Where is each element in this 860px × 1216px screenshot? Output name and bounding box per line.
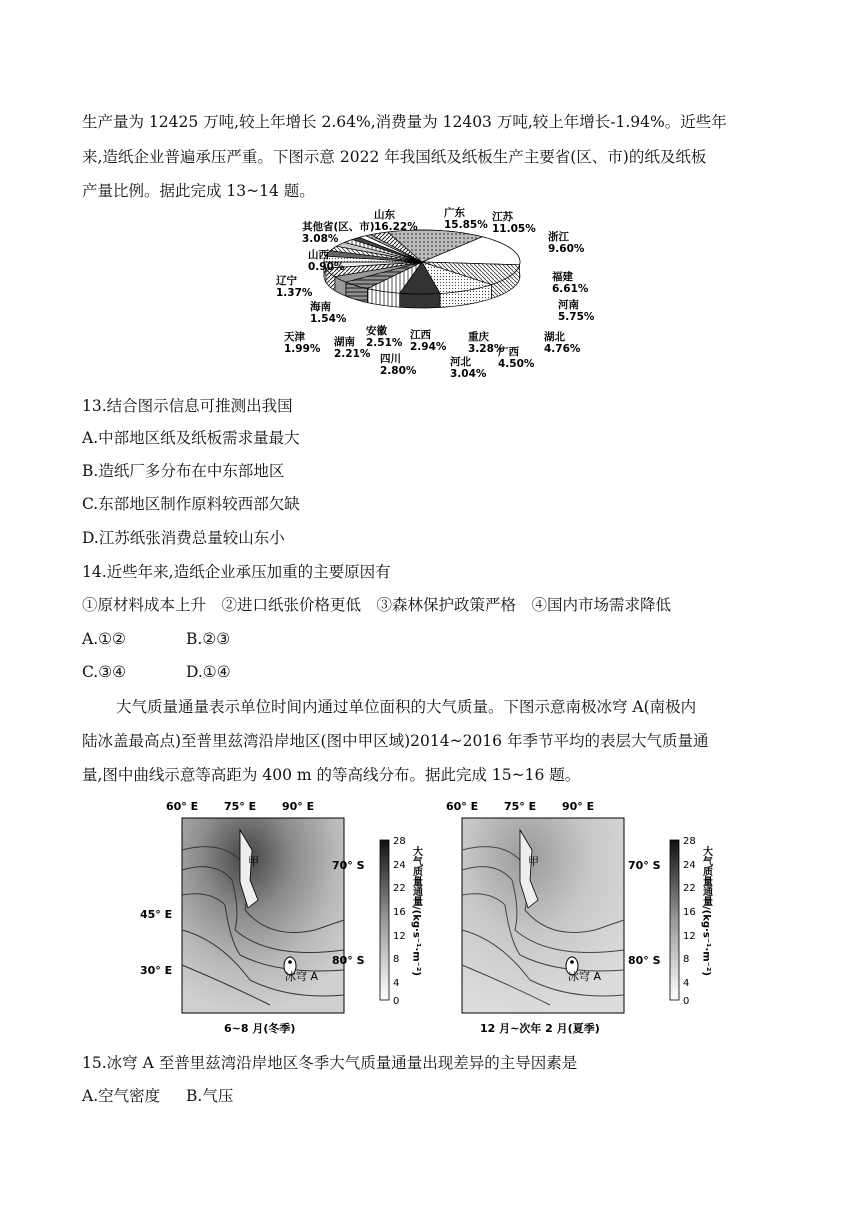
pie-label-其他省(区、市): 其他省(区、市)	[302, 221, 375, 233]
winter-map	[140, 800, 365, 1035]
summer-dome-label: 冰穹 A	[568, 970, 602, 983]
summer-lat-70: 70° S	[628, 859, 661, 872]
pie-value-河南: 5.75%	[558, 311, 595, 323]
winter-top-90: 90° E	[282, 800, 315, 813]
pie-label-广东: 广东	[444, 207, 465, 219]
pie-value-其他省(区、市): 3.08%	[302, 233, 339, 245]
q14-option-b[interactable]: B.②③	[186, 630, 231, 648]
svg-text:4: 4	[393, 978, 400, 989]
svg-text:28: 28	[683, 836, 696, 847]
winter-top-75: 75° E	[224, 800, 257, 813]
q13-option-b[interactable]: B.造纸厂多分布在中东部地区	[82, 462, 285, 480]
pie-value-河北: 3.04%	[450, 368, 487, 380]
svg-text:8: 8	[683, 954, 690, 965]
svg-text:4: 4	[683, 978, 690, 989]
pie-label-广西: 广西	[498, 346, 519, 358]
q14-option-a[interactable]: A.①②	[82, 630, 126, 648]
pie-value-海南: 1.54%	[310, 313, 347, 325]
pie-value-山西: 0.90%	[308, 261, 345, 273]
pie-value-山东: 16.22%	[374, 221, 418, 233]
svg-text:12: 12	[683, 931, 696, 942]
q14-option-d[interactable]: D.①④	[186, 663, 231, 681]
intro2-line-1: 大气质量通量表示单位时间内通过单位面积的大气质量。下图示意南极冰穹 A(南极内	[116, 698, 697, 716]
pie-value-广西: 4.50%	[498, 358, 535, 370]
q13-option-d[interactable]: D.江苏纸张消费总量较山东小	[82, 529, 285, 547]
svg-text:22: 22	[393, 883, 406, 894]
pie-chart	[262, 200, 602, 395]
pie-label-河南: 河南	[558, 299, 579, 311]
svg-text:0: 0	[683, 996, 690, 1007]
winter-lat-70: 70° S	[332, 859, 365, 872]
svg-text:16: 16	[683, 907, 696, 918]
winter-lon-30: 30° E	[140, 964, 173, 977]
pie-value-福建: 6.61%	[552, 283, 589, 295]
winter-colorbar-title: 大气质量通量/(kg·s⁻¹·m⁻²)	[410, 846, 422, 976]
q13-stem: 13.结合图示信息可推测出我国	[82, 397, 293, 415]
pie-label-山西: 山西	[308, 249, 329, 261]
winter-top-60: 60° E	[166, 800, 199, 813]
winter-caption: 6~8 月(冬季)	[224, 1022, 296, 1035]
intro2-line-3: 量,图中曲线示意等高距为 400 m 的等高线分布。据此完成 15~16 题。	[82, 766, 581, 784]
pie-label-湖北: 湖北	[544, 331, 565, 343]
svg-text:16: 16	[393, 907, 406, 918]
q14-statements: ①原材料成本上升 ②进口纸张价格更低 ③森林保护政策严格 ④国内市场需求降低	[82, 596, 672, 614]
summer-caption: 12 月~次年 2 月(夏季)	[480, 1022, 600, 1035]
summer-top-90: 90° E	[562, 800, 595, 813]
pie-label-天津: 天津	[284, 331, 305, 343]
pie-value-浙江: 9.60%	[548, 243, 585, 255]
intro2-line-2: 陆冰盖最高点)至普里兹湾沿岸地区(图中甲区域)2014~2016 年季节平均的表层大气质量通	[82, 732, 709, 750]
svg-text:22: 22	[683, 883, 696, 894]
svg-text:12: 12	[393, 931, 406, 942]
pie-label-山东: 山东	[374, 209, 395, 221]
pie-label-浙江: 浙江	[548, 231, 569, 243]
intro-line-3: 产量比例。据此完成 13~14 题。	[82, 182, 315, 200]
pie-label-重庆: 重庆	[468, 331, 489, 343]
pie-label-湖南: 湖南	[334, 336, 355, 348]
winter-lon-45: 45° E	[140, 908, 173, 921]
q15-option-b[interactable]: B.气压	[186, 1087, 234, 1105]
pie-value-天津: 1.99%	[284, 343, 321, 355]
pie-label-安徽: 安徽	[366, 325, 387, 337]
summer-top-75: 75° E	[504, 800, 537, 813]
pie-value-江苏: 11.05%	[492, 223, 536, 235]
winter-lat-80: 80° S	[332, 954, 365, 967]
pie-slices	[324, 230, 520, 308]
pie-label-江苏: 江苏	[492, 211, 513, 223]
pie-label-四川: 四川	[380, 353, 401, 365]
pie-value-湖北: 4.76%	[544, 343, 581, 355]
q14-stem: 14.近些年来,造纸企业承压加重的主要原因有	[82, 563, 391, 581]
summer-top-60: 60° E	[446, 800, 479, 813]
pie-side-福建	[400, 293, 440, 308]
winter-colorbar	[380, 836, 423, 1007]
pie-value-重庆: 3.28%	[468, 343, 505, 355]
pie-value-湖南: 2.21%	[334, 348, 371, 360]
summer-map	[446, 800, 661, 1035]
intro-line-1: 生产量为 12425 万吨,较上年增长 2.64%,消费量为 12403 万吨,较上年增长-1.94%。近些年	[82, 113, 727, 131]
pie-label-江西: 江西	[410, 329, 431, 341]
antarctic-maps-figure	[140, 790, 740, 1040]
svg-text:8: 8	[393, 954, 400, 965]
q14-option-c[interactable]: C.③④	[82, 663, 127, 681]
summer-colorbar-title: 大气质量通量/(kg·s⁻¹·m⁻²)	[700, 846, 712, 976]
q15-option-a[interactable]: A.空气密度	[82, 1087, 161, 1105]
svg-text:0: 0	[393, 996, 400, 1007]
intro-line-2: 来,造纸企业普遍承压严重。下图示意 2022 年我国纸及纸板生产主要省(区、市)的纸及纸板	[82, 148, 707, 166]
pie-value-江西: 2.94%	[410, 341, 447, 353]
svg-text:28: 28	[393, 836, 406, 847]
pie-label-海南: 海南	[310, 301, 331, 313]
svg-text:24: 24	[683, 860, 696, 871]
summer-lat-80: 80° S	[628, 954, 661, 967]
summer-colorbar	[670, 836, 713, 1007]
winter-jia-label: 甲	[248, 855, 259, 868]
pie-value-安徽: 2.51%	[366, 337, 403, 349]
pie-label-河北: 河北	[450, 356, 471, 368]
summer-jia-label: 甲	[528, 855, 539, 868]
q15-stem: 15.冰穹 A 至普里兹湾沿岸地区冬季大气质量通量出现差异的主导因素是	[82, 1054, 578, 1072]
pie-value-辽宁: 1.37%	[276, 287, 313, 299]
pie-value-广东: 15.85%	[444, 219, 488, 231]
pie-label-辽宁: 辽宁	[276, 275, 297, 287]
q13-option-c[interactable]: C.东部地区制作原料较西部欠缺	[82, 495, 300, 513]
q13-option-a[interactable]: A.中部地区纸及纸板需求量最大	[82, 429, 300, 447]
svg-text:24: 24	[393, 860, 406, 871]
pie-label-福建: 福建	[552, 271, 573, 283]
pie-value-四川: 2.80%	[380, 365, 417, 377]
winter-dome-label: 冰穹 A	[285, 970, 319, 983]
